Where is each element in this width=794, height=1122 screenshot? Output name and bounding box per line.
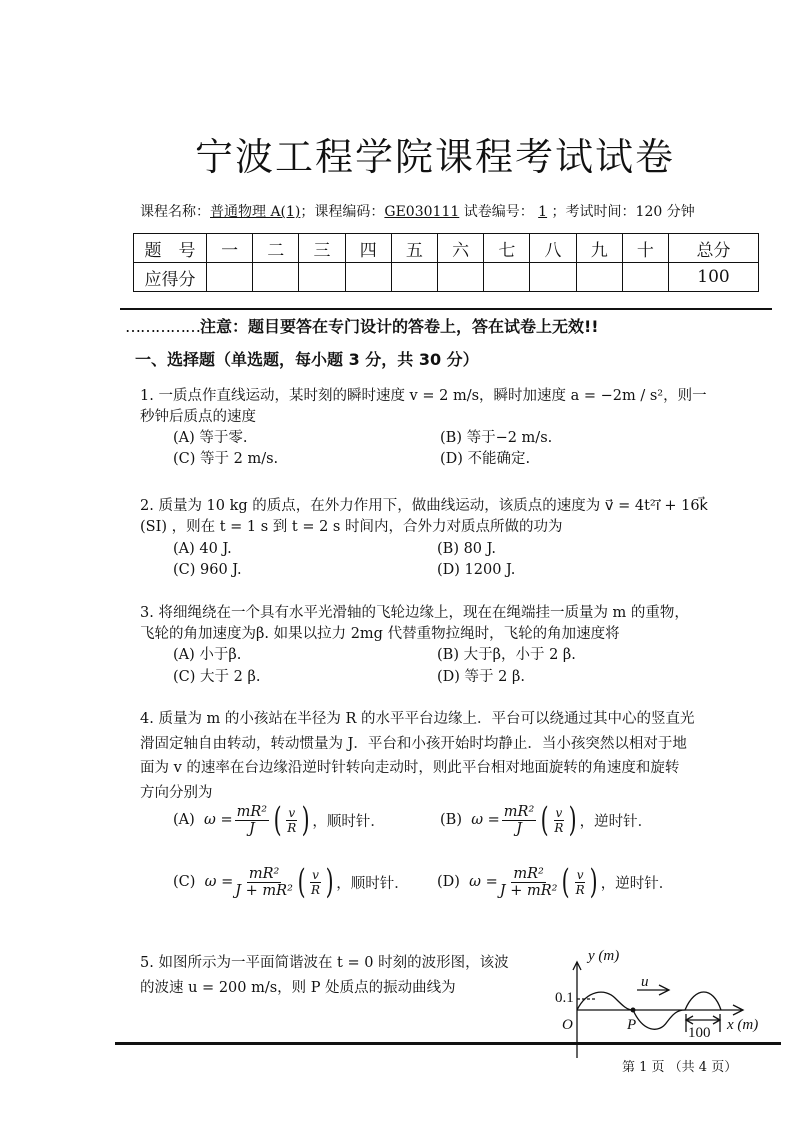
- amplitude-label: 0.1: [555, 990, 574, 1006]
- point-p: [631, 1008, 636, 1013]
- question-text: 滑固定轴自由转动，转动惯量为 J．平台和小孩开始时均静止．当小孩突然以相对于地: [140, 735, 687, 752]
- table-cell: 六: [438, 234, 484, 263]
- option-label: (A): [173, 812, 195, 828]
- question-4: [140, 707, 695, 805]
- section-heading: 一、选择题（单选题，每小题 3 分，共 30 分）: [135, 350, 479, 369]
- course-name: 普通物理 A(1): [210, 204, 301, 220]
- velocity-label: u: [641, 974, 649, 990]
- table-cell: [576, 263, 622, 292]
- question-5: [140, 951, 509, 1001]
- table-cell: [299, 263, 345, 292]
- question-3: [140, 603, 689, 645]
- math: mR²: [503, 803, 535, 820]
- option-c: (C) ω = $\frac{\text{mR²}}{\text{J + mR²}}$ ( $\frac{v}{R}$ ) ，顺时针．: [173, 862, 409, 902]
- option-c: (C) 大于 2 β.: [173, 669, 261, 685]
- math: mR²: [248, 865, 280, 882]
- exam-time: ；考试时间：120 分钟: [551, 204, 695, 220]
- math: mR²: [236, 803, 268, 820]
- table-cell: 100: [669, 263, 759, 292]
- math: J + mR²: [235, 882, 293, 899]
- table-row: [134, 263, 759, 292]
- table-cell: 总分: [669, 234, 759, 263]
- paper-no-label: 试卷编号：: [459, 204, 534, 220]
- math: ω =: [204, 812, 233, 828]
- table-cell: [530, 263, 576, 292]
- table-cell: [391, 263, 437, 292]
- direction: ，逆时针．: [600, 875, 674, 892]
- option-label: (D): [437, 874, 460, 890]
- question-text: (SI) ，则在 t = 1 s 到 t = 2 s 时间内，合外力对质点所做的功为: [140, 519, 563, 535]
- table-cell: 二: [253, 234, 299, 263]
- option-a: (A) ω = $\frac{\text{mR²}}{J}$ ( $\frac{v}{R}$ ) ，顺时针．: [173, 800, 385, 840]
- option-d: (D) ω = $\frac{\text{mR²}}{\text{J + mR²}}$ ( $\frac{v}{R}$ ) ，逆时针．: [437, 862, 674, 902]
- math: J + mR²: [499, 882, 558, 899]
- math: R: [311, 882, 321, 897]
- question-text: 方向分别为: [140, 784, 213, 801]
- y-axis-label: y (m): [588, 948, 620, 964]
- table-cell: 十: [622, 234, 668, 263]
- table-cell: [438, 263, 484, 292]
- question-text: 3. 将细绳绕在一个具有水平光滑轴的飞轮边缘上，现在在绳端挂一质量为 m 的重物，: [140, 605, 689, 621]
- math: ω =: [469, 874, 498, 890]
- page-number: 第 1 页 （共 4 页）: [622, 1060, 738, 1075]
- table-cell: 一: [207, 234, 253, 263]
- option-a: (A) 等于零.: [173, 430, 248, 446]
- option-a: (A) 40 J.: [173, 541, 232, 557]
- question-text: 5. 如图所示为一平面简谐波在 t = 0 时刻的波形图，该波: [140, 955, 509, 971]
- table-cell: [207, 263, 253, 292]
- table-cell: [484, 263, 530, 292]
- option-b: (B) 80 J.: [437, 541, 496, 557]
- option-c: (C) 960 J.: [173, 562, 242, 578]
- math: v: [288, 805, 296, 820]
- table-cell: 五: [391, 234, 437, 263]
- option-b: (B) 大于β，小于 2 β.: [437, 647, 576, 663]
- table-cell: [622, 263, 668, 292]
- math: v: [312, 867, 319, 882]
- option-b: (B) 等于−2 m/s.: [440, 430, 553, 446]
- notice: [125, 314, 599, 337]
- math: v: [555, 805, 563, 820]
- fraction: [235, 866, 293, 899]
- table-cell: 八: [530, 234, 576, 263]
- course-code-label: ；课程编码：: [300, 204, 385, 220]
- table-cell: 应得分: [134, 263, 207, 292]
- table-cell: [345, 263, 391, 292]
- direction: ，顺时针．: [312, 813, 385, 830]
- math: mR²: [513, 865, 544, 882]
- question-text: 4. 质量为 m 的小孩站在半径为 R 的水平平台边缘上．平台可以绕通过其中心的竖直光: [140, 711, 695, 727]
- option-a: (A) 小于β.: [173, 647, 242, 663]
- fraction: [575, 868, 586, 897]
- option-label: (C): [173, 874, 196, 890]
- math: ω =: [204, 874, 234, 890]
- option-d: (D) 等于 2 β.: [437, 669, 525, 685]
- origin-label: O: [562, 1017, 573, 1033]
- fraction: [554, 806, 565, 835]
- option-b: (B) ω = $\frac{\text{mR²}}{J}$ ( $\frac{v}{R}$ ) ，逆时针．: [440, 800, 653, 840]
- math: R: [554, 820, 564, 835]
- direction: ，逆时针．: [579, 813, 653, 830]
- divider: [120, 308, 772, 310]
- fraction: [286, 806, 297, 835]
- option-label: (B): [440, 812, 462, 828]
- x-axis-label: x (m): [727, 1017, 759, 1033]
- course-info: [140, 201, 695, 221]
- math: R: [575, 882, 585, 897]
- fraction: [235, 804, 269, 837]
- question-1: [140, 386, 707, 428]
- footer-divider: [115, 1042, 781, 1045]
- point-label: P: [627, 1017, 637, 1033]
- fraction: [500, 866, 558, 899]
- table-cell: 四: [345, 234, 391, 263]
- score-table: [133, 233, 759, 292]
- notice-dots: ……………: [125, 317, 200, 336]
- table-header-row: [134, 234, 759, 263]
- question-text: 的波速 u = 200 m/s，则 P 处质点的振动曲线为: [140, 980, 456, 996]
- option-d: (D) 1200 J.: [437, 562, 516, 578]
- table-cell: [253, 263, 299, 292]
- question-text: 1. 一质点作直线运动，某时刻的瞬时速度 v = 2 m/s，瞬时加速度 a = −2m / s²，则一: [140, 388, 707, 404]
- option-d: (D) 不能确定.: [440, 451, 531, 467]
- fraction: [310, 868, 321, 897]
- table-cell: 九: [576, 234, 622, 263]
- course-code: GE030111: [384, 204, 460, 220]
- table-cell: 三: [299, 234, 345, 263]
- page-title: 宁波工程学院课程考试试卷: [194, 135, 675, 179]
- notice-text: 注意：题目要答在专门设计的答卷上，答在试卷上无效!!: [200, 317, 599, 336]
- math: J: [248, 820, 255, 837]
- question-text: 面为 v 的速率在台边缘沿逆时针转向走动时，则此平台相对地面旋转的角速度和旋转: [140, 760, 680, 776]
- paper-no: 1: [538, 204, 548, 220]
- table-cell: 七: [484, 234, 530, 263]
- question-text: 2. 质量为 10 kg 的质点，在外力作用下，做曲线运动，该质点的速度为 v⃗ = 4t²i⃗ + 16k⃗: [140, 498, 708, 514]
- math: J: [516, 820, 522, 837]
- fraction: [502, 804, 536, 837]
- question-text: 飞轮的角加速度为β. 如果以拉力 2mg 代替重物拉绳时，飞轮的角加速度将: [140, 626, 620, 642]
- direction: ，顺时针．: [336, 875, 409, 892]
- course-name-label: 课程名称：: [140, 204, 210, 220]
- table-cell: 题 号: [134, 234, 207, 263]
- math: ω =: [471, 812, 500, 828]
- question-2: [140, 496, 708, 538]
- math: v: [576, 867, 584, 882]
- question-text: 秒钟后质点的速度: [140, 409, 256, 425]
- math: R: [287, 820, 297, 835]
- wavelength-label: 100: [688, 1025, 711, 1041]
- option-c: (C) 等于 2 m/s.: [173, 451, 279, 467]
